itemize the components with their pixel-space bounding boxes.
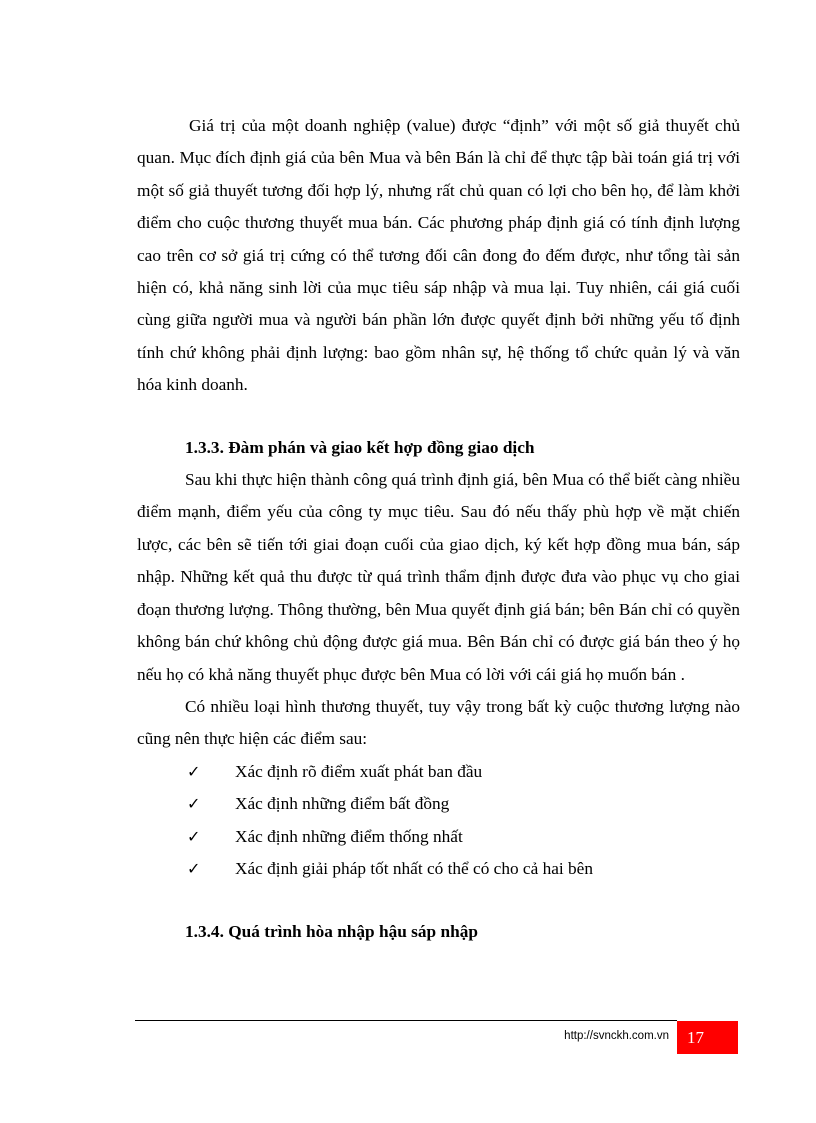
list-item-text: Xác định những điểm bất đồng <box>235 794 450 814</box>
checkmark-icon: ✓ <box>187 826 201 846</box>
section-heading-1-3-3: 1.3.3. Đàm phán và giao kết hợp đồng giao dịch <box>185 437 535 457</box>
checkmark-icon: ✓ <box>187 761 201 781</box>
section-heading-1-3-4: 1.3.4. Quá trình hòa nhập hậu sáp nhập <box>185 922 478 942</box>
list-item-text: Xác định những điểm thống nhất <box>235 826 463 846</box>
checkmark-icon: ✓ <box>187 858 201 878</box>
checklist <box>137 756 740 886</box>
list-item <box>137 821 740 853</box>
paragraph-negotiation: Sau khi thực hiện thành công quá trình định giá, bên Mua có thể biết càng nhiều điểm mạnh, điểm yếu của công ty mục tiêu. Sau đó nếu thấy phù hợp về mặt chiến lược, các bên sẽ tiến tới giai đoạn cuối của giao dịch, ký kết hợp đồng mua bán, sáp nhập. Những kết quả thu được từ quá trình thẩm định được đưa vào phục vụ cho giai đoạn thương lượng. Thông thường, bên Mua quyết định giá bán; bên Bán chỉ có quyền không bán chứ không chủ động được giá mua. Bên Bán chỉ có được giá bán theo ý họ nếu họ có khả năng thuyết phục được bên Mua có lời với cái giá họ muốn bán . <box>137 470 740 684</box>
list-item <box>137 756 740 788</box>
checkmark-icon: ✓ <box>187 794 201 814</box>
list-item-text: Xác định giải pháp tốt nhất có thể có cho cả hai bên <box>235 858 593 878</box>
paragraph-valuation: Giá trị của một doanh nghiệp (value) được “định” với một số giả thuyết chủ quan. Mục đích định giá của bên Mua và bên Bán là chỉ để thực tập bài toán giá trị với một số giả thuyết tương đối hợp lý, nhưng rất chủ quan có lợi cho bên họ, để làm khởi điểm cho cuộc thương thuyết mua bán. Các phương pháp định giá có tính định lượng cao trên cơ sở giá trị cứng có thể tương đối cân đong đo đếm được, như tổng tài sản hiện có, khả năng sinh lời của mục tiêu sáp nhập và mua lại. Tuy nhiên, cái giá cuối cùng giữa người mua và người bán phần lớn được quyết định bởi những yếu tố định tính chứ không phải định lượng: bao gồm nhân sự, hệ thống tổ chức quản lý và văn hóa kinh doanh. <box>137 116 740 395</box>
list-item-text: Xác định rõ điểm xuất phát ban đầu <box>235 761 483 781</box>
paragraph-negotiation-points: Có nhiều loại hình thương thuyết, tuy vậy trong bất kỳ cuộc thương lượng nào cũng nên thực hiện các điểm sau: <box>137 696 740 749</box>
page-content <box>137 110 740 949</box>
list-item <box>137 788 740 820</box>
footer-divider <box>135 1020 677 1021</box>
list-item <box>137 853 740 885</box>
footer-url-link[interactable]: http://svnckh.com.vn <box>564 1030 669 1042</box>
page-number-badge: 17 <box>677 1021 738 1054</box>
